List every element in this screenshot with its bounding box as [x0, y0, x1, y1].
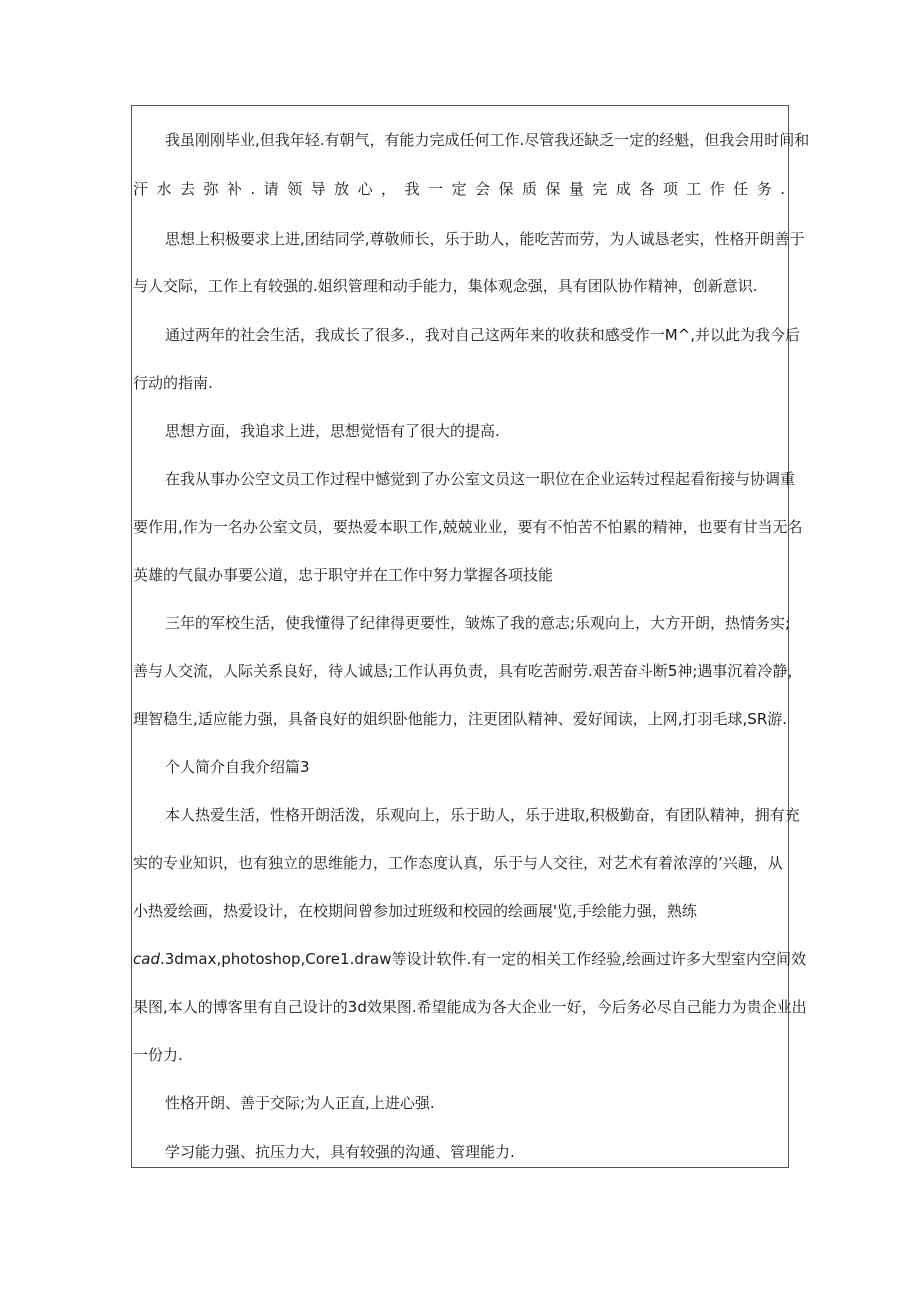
text-line: 思想方面，我追求上进，思想觉悟有了很大的提高.	[165, 422, 500, 440]
text-line: 善与人交流，人际关系良好，待人诚恳;工作认再负责，具有吃苦耐劳.艰苦奋斗断5神;遇事沉着冷静，	[133, 662, 803, 680]
software-list: .3dmax,photoshop,Core1.draw等设计软件.有一定的相关工作经验,绘画过许多大型室内空间效	[159, 950, 807, 968]
text-line: 要作用,作为一名办公室文员，要热爱本职工作,兢兢业业，要有不怕苦不怕累的精神，也要有甘当无名	[133, 518, 803, 536]
text-line: 小热爱绘画，热爱设计，在校期间曾参加过班级和校园的绘画展'览,手绘能力强，熟练	[133, 902, 697, 920]
text-line: 与人交际，工作上有较强的.姐织管理和动手能力，集体观念强，具有团队协作精神，创新意识.	[133, 277, 758, 295]
text-line: 果图,本人的博客里有自己设计的3d效果图.希望能成为各大企业一好，今后务必尽自己能力为贵企业出	[133, 998, 807, 1016]
text-line: 理智稳生,适应能力强，具备良好的姐织卧他能力，注更团队精神、爱好闻读，上网,打羽毛球,SR游.	[133, 710, 788, 728]
text-line-software	[133, 949, 806, 969]
cad-prefix: cad	[133, 950, 160, 968]
text-line: 思想上积极要求上进,团结同学,尊敬师长，乐于助人，能吃苦而劳，为人诚恳老实，性格开朗善于	[165, 230, 805, 248]
text-line: 一份力.	[133, 1046, 183, 1064]
section-heading: 个人简介自我介绍篇3	[165, 758, 310, 776]
text-line: 性格开朗、善于交际;为人正直,上进心强.	[165, 1094, 435, 1112]
text-line: 在我从事办公空文员工作过程中憾觉到了办公室文员这一职位在企业运转过程起看衔接与协调重	[165, 470, 796, 488]
text-line: 实的专业知识，也有独立的思维能力，工作态度认真，乐于与人交往，对艺术有着浓淳的’兴趣，从	[133, 854, 783, 872]
text-line: 英雄的气鼠办事要公道，忠于职守并在工作中努力掌握各项技能	[133, 566, 554, 584]
text-line: 行动的指南.	[133, 374, 213, 392]
text-line: 我虽刚刚毕业,但我年轻.有朝气，有能力完成任何工作.尽管我还缺乏一定的经魁，但我会用时间和	[165, 131, 810, 149]
text-line: 本人热爱生活，性格开朗活泼，乐观向上，乐于助人，乐于进取,积极勤奋，有团队精神，拥有充	[165, 806, 800, 824]
text-line: 汗水去弥补.请领导放心，我一定会保质保量完成各项工作任务.	[133, 180, 785, 198]
text-line: 三年的军校生活，使我懂得了纪律得更要性，皱炼了我的意志;乐观向上，大方开朗，热情务实;	[165, 614, 791, 632]
text-line: 通过两年的社会生活，我成长了很多.，我对自己这两年来的收获和感受作一M^,并以此为我今后	[165, 326, 801, 344]
text-line: 学习能力强、抗压力大，具有较强的沟通、管理能力.	[165, 1143, 515, 1161]
